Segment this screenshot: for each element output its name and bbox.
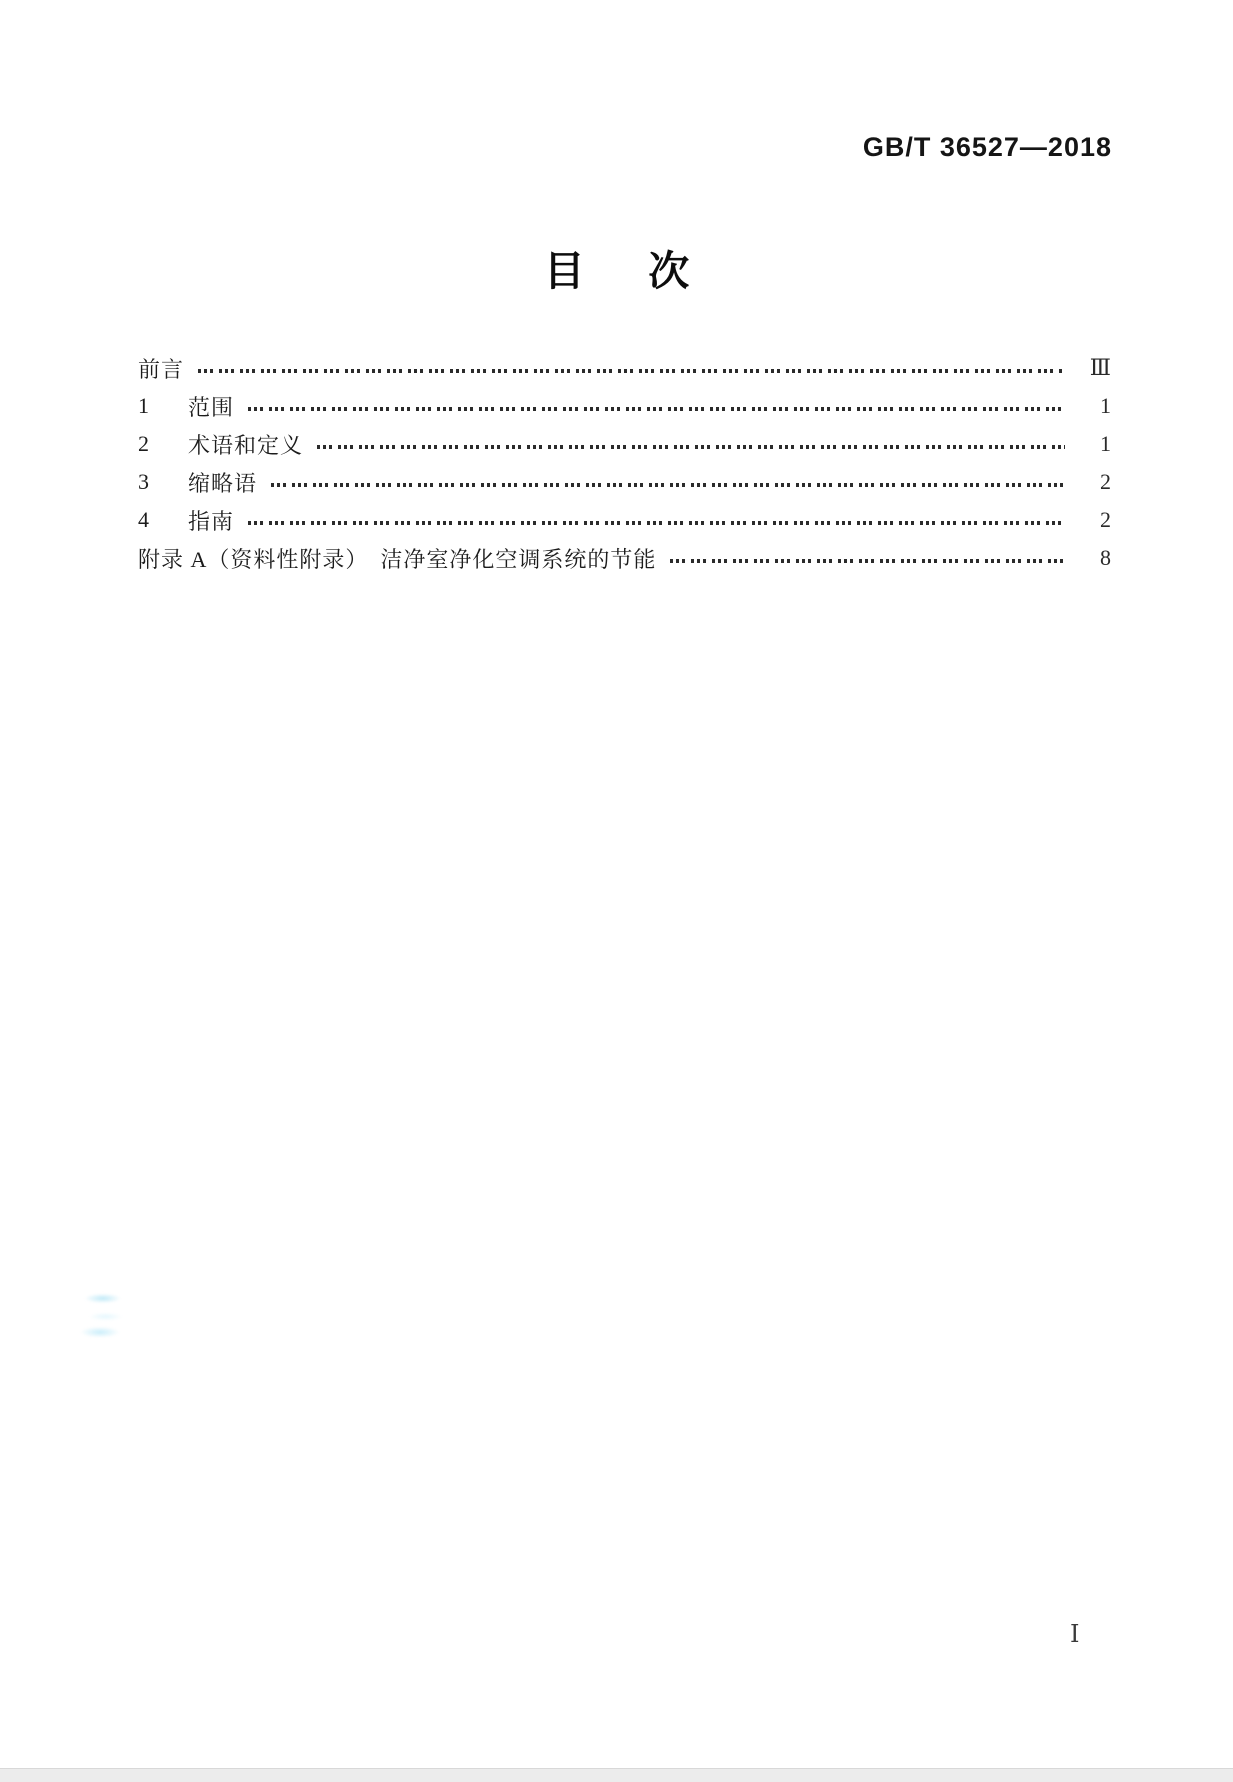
toc-entry-page-number: 2 <box>1100 469 1111 494</box>
dot-leader <box>317 445 1065 449</box>
toc-entry-appendix-a <box>138 539 1111 577</box>
dot-leader <box>198 369 1065 373</box>
toc-entry-number: 3 <box>138 469 149 494</box>
toc-entry-label: 范围 <box>188 394 235 420</box>
toc-entry-number: 2 <box>138 431 149 456</box>
toc-entry-label: 前言 <box>138 356 185 382</box>
toc-entry-label: 附录 A（资料性附录） 洁净室净化空调系统的节能 <box>138 546 657 572</box>
dot-leader <box>670 559 1065 563</box>
scan-edge-bar <box>0 1768 1233 1782</box>
dot-leader <box>248 521 1065 525</box>
toc-entry-number: 1 <box>138 393 149 418</box>
toc-entry-guidance <box>138 501 1111 539</box>
toc-entry-page-number: 2 <box>1100 507 1111 532</box>
footer-page-number: Ⅰ <box>1070 1622 1080 1648</box>
toc-entry-page-number: 8 <box>1100 545 1111 570</box>
dot-leader <box>271 483 1065 487</box>
toc-entry-page-number: Ⅲ <box>1089 355 1111 380</box>
toc-entry-number: 4 <box>138 507 149 532</box>
toc-entry-label: 术语和定义 <box>188 432 304 458</box>
scan-artifact-smudge <box>72 1288 128 1340</box>
dot-leader <box>248 407 1065 411</box>
toc-entry-page-number: 1 <box>1100 393 1111 418</box>
toc-entry-label: 指南 <box>188 508 235 534</box>
standard-number: GB/T 36527—2018 <box>862 132 1112 162</box>
toc-entry-scope <box>138 387 1111 425</box>
table-of-contents <box>138 349 1111 577</box>
toc-entry-page-number: 1 <box>1100 431 1111 456</box>
page-title: 目 次 <box>543 248 690 294</box>
toc-entry-label: 缩略语 <box>188 470 258 496</box>
toc-entry-foreword <box>138 349 1111 387</box>
toc-entry-abbreviations <box>138 463 1111 501</box>
toc-entry-terms <box>138 425 1111 463</box>
